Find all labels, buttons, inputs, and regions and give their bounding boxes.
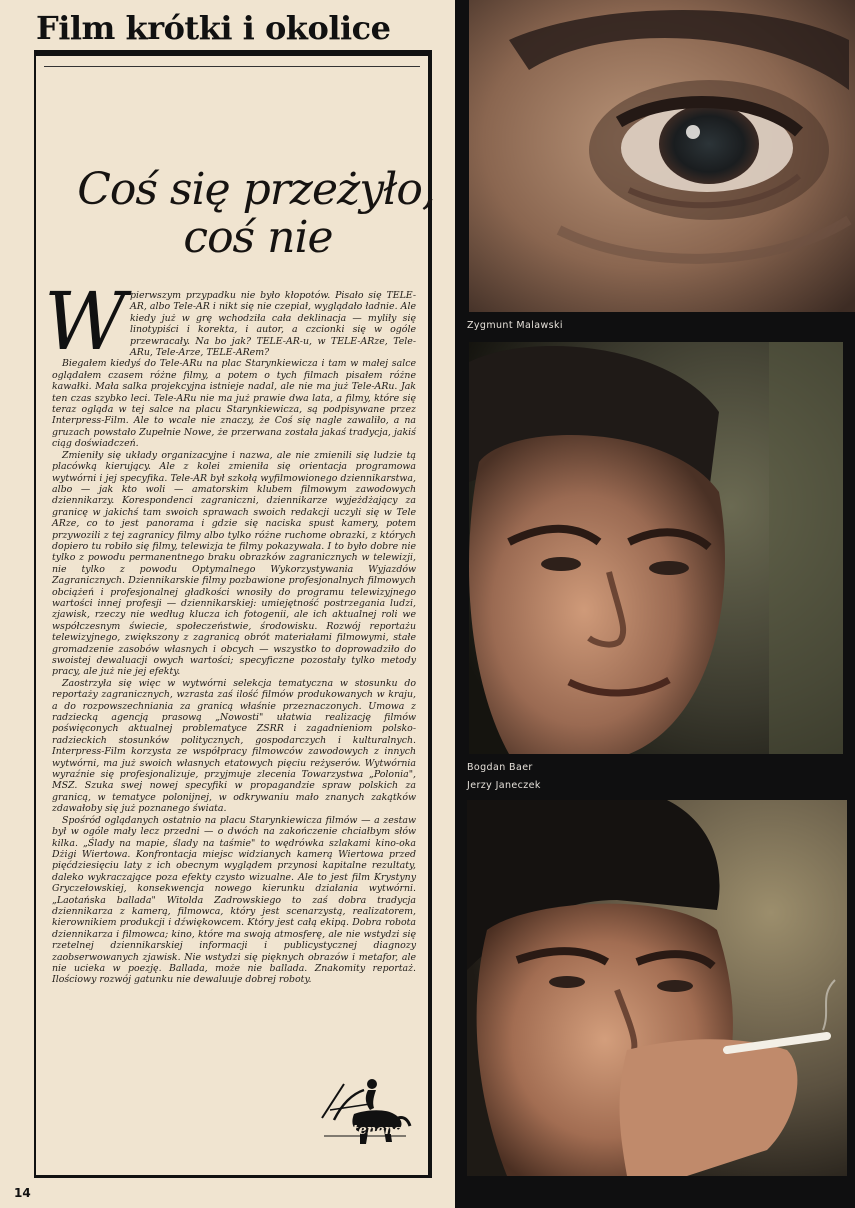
photo-caption: Bogdan Baer [467, 762, 533, 773]
photo-portrait-man [469, 342, 843, 754]
photo-portrait-smoker [467, 800, 847, 1176]
photo-portrait-smoker-image [467, 800, 847, 1176]
article-paragraph: pierwszym przypadku nie było kłopotów. Pisało się TELE-AR, albo Tele-AR i nikt się nie czepiał, wyglądało ładnie. Ale kiedy już w grę wchodziła cała deklinacja — myliły się linotypiści i korekta, i autor, a czcionki się w ogóle przewracały. Na bo jak? TELE-AR-u, w TELE-ARze, Tele-ARu, Tele-Arze, TELE-ARem? [130, 290, 416, 359]
article-body [52, 290, 416, 986]
photo-caption: Zygmunt Malawski [467, 320, 563, 331]
section-title: Film krótki i okolice [36, 9, 391, 47]
article-headline [36, 166, 456, 262]
right-page [455, 0, 855, 1208]
photo-caption: Jerzy Janeczek [467, 780, 541, 791]
article-paragraph: Biegałem kiedyś do Tele-ARu na plac Starynkiewicza i tam w małej salce oglądałem czasem różne filmy, a potem o tych filmach pisałem różne kawałki. Mała salka projekcyjna istnieje nadal, ale nie ma już Tele-ARu. Jak ten czas szybko leci. Tele-ARu nie ma już prawie dwa lata, a filmy, które się teraz ogląda w tej salce na placu Starynkiewicza, są podpisywane przez Interpress-Film. Ale to wcale nie znaczy, że Coś się nagle zawaliło, a na gruzach powstało Zupełnie Nowe, że przerwana została jakaś tradycja, jakiś ciąg doświadczeń. [52, 358, 416, 450]
arcitenens-archer-logo [314, 1074, 412, 1154]
article-paragraph: Zaostrzyła się więc w wytwórni selekcja tematyczna w stosunku do reportaży zagranicznych, wzrasta zaś ilość filmów produkowanych w kraju, a do rozpowszechniania za granicą właśnie przeznaczonych. Umowa z radziecką agencją prasową „Nowosti" ułatwia realizację filmów poświęconych aktualnej problematyce ZSRR i zagadnieniom polsko-radzieckich stosunków politycznych, gospodarczych i kulturalnych. Interpress-Film korzysta ze współpracy filmowców zawodowych z innych wytwórni, ma już swoich własnych etatowych pięciu reżyserów. Wytwórnia wyraźnie się profesjonalizuje, przyjmuje zlecenia Towarzystwa „Polonia", MSZ. Szuka swej nowej specyfiki w propagandzie spraw polskich za granicą, w tematyce polonijnej, w odkrywaniu mało znanych zakątków zdawałoby się już poznanego świata. [52, 677, 416, 815]
headline-line-2: coś nie [183, 212, 333, 263]
logo-label: Arcitenens [322, 1123, 402, 1138]
photo-eye-closeup-image [469, 0, 855, 312]
article-paragraph: Spośród oglądanych ostatnio na placu Starynkiewicza filmów — a zestaw był w ogóle mały lecz przedni — o dwóch na zakończenie chciałbym słów kilka. „Ślady na mapie, ślady na taśmie" to wędrówka szlakami kino-oka Dżigi Wiertowa. Konfrontacja miejsc widzianych kamerą Wiertowa przed pięćdziesięciu laty z ich obecnym wyglądem przynosi kapitalne rezultaty, daleko wykraczające poza efekty czysto wizualne. Ale to jest film Krystyny Gryczełowskiej, konsekwencja nowego kierunku działania wytwórni. „Laotańska ballada" Witolda Zadrowskiego to zaś dobra tradycja dziennikarza z kamerą, filmowca, który jest scenarzystą, realizatorem, kierownikiem produkcji i dźwiękowcem. Który jest całą ekipą. Dobra robota dziennikarza i filmowca; kino, które ma swoją atmosferę, ale nie wstydzi się rzetelnej dziennikarskiej informacji i publicystycznej diagnozy zaobserwowanych zjawisk. Nie wstydzi się pięknych obrazów i metafor, ale nie ucieka w poezję. Ballada, może nie ballada. Znakomity reportaż. Ilościowy rozwój gatunku nie dewaluuje dobrej roboty. [52, 814, 416, 986]
photo-portrait-man-image [469, 342, 843, 754]
headline-line-1: Coś się przeżyło, [77, 164, 435, 215]
article-paragraph: Zmieniły się układy organizacyjne i nazwa, ale nie zmienili się ludzie tą placówką kierujący. Ale z kolei zmieniła się orientacja programowa wytwórni i jej specyfika. Tele-AR był szkołą wyfilmowionego dziennikarstwa, albo — jak kto woli — amatorskim klubem filmowym zawodowych dziennikarzy. Korespondenci zagraniczni, dziennikarze wyjeżdżający za granicę w jakichś tam swoich sprawach swoich redakcji uczyli się w Tele ARze, co to jest panorama i gdzie się naciska spust kamery, potem przywozili z tej zagranicy filmy albo tylko różne ruchome obrazki, z których dopiero tu robiło się filmy, telewizja te filmy pokazywała. I to było dobre nie tylko z powodu permanentnego braku obrazków zagranicznych w telewizji, nie tylko z powodu Optymalnego Wykorzystywania Wyjazdów Zagranicznych. Dziennikarskie filmy pozbawione profesjonalnych filmowych obciążeń i profesjonalnej gładkości wnosiły do programu telewizyjnego wartości innej profesji — dziennikarskiej: umiejętność postrzegania ludzi, zjawisk, rzeczy nie według klucza ich fotogenii, ale ich aktualnej roli we współczesnym świecie, społeczeństwie, środowisku. Rozwój reportażu telewizyjnego, zwiększony z zagranicą obrót materiałami filmowymi, stałe gromadzenie zasobów własnych i obcych — wszystko to doprowadziło do swoistej dewaluacji owych wartości; specyficzne pozostały tylko metody pracy, ale już nie jej efekty. [52, 449, 416, 678]
page-number: 14 [14, 1186, 31, 1200]
photo-eye-closeup [469, 0, 855, 312]
drop-cap: W [44, 275, 127, 368]
